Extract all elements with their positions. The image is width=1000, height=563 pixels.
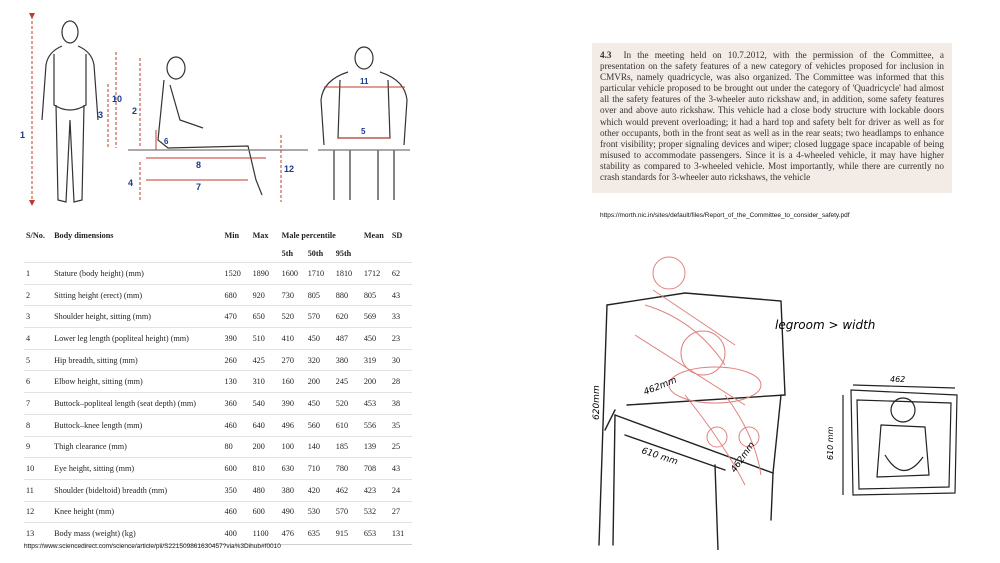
table-cell: 510 <box>251 328 280 350</box>
table-cell: 460 <box>223 501 251 523</box>
table-cell: 131 <box>390 523 412 545</box>
table-cell-dimension: Lower leg length (popliteal height) (mm) <box>52 328 222 350</box>
table-cell: 920 <box>251 284 280 306</box>
table-cell: 805 <box>362 284 390 306</box>
table-cell: 13 <box>24 523 52 545</box>
table-cell: 43 <box>390 284 412 306</box>
table-row <box>24 523 412 545</box>
table-cell: 640 <box>251 414 280 436</box>
table-source-url: https://www.sciencedirect.com/science/article/pii/S221509861630457?via%3Dihub#f0010 <box>24 543 281 550</box>
table-cell: 24 <box>390 479 412 501</box>
table-cell: 5 <box>24 349 52 371</box>
table-cell: 8 <box>24 414 52 436</box>
table-cell: 1712 <box>362 263 390 285</box>
table-cell: 200 <box>251 436 280 458</box>
table-cell: 490 <box>280 501 306 523</box>
table-cell: 1890 <box>251 263 280 285</box>
table-row <box>24 306 412 328</box>
table-cell: 520 <box>280 306 306 328</box>
header-percentile: Male percentile <box>281 230 336 240</box>
table-cell: 23 <box>390 328 412 350</box>
table-cell-dimension: Shoulder (bideltoid) breadth (mm) <box>52 479 222 501</box>
dim-label-3: 3 <box>98 110 104 120</box>
dim-label-2: 2 <box>132 106 138 116</box>
table-row <box>24 349 412 371</box>
front-figure <box>318 47 410 200</box>
table-cell: 708 <box>362 458 390 480</box>
table-cell: 470 <box>223 306 251 328</box>
table-cell: 310 <box>251 371 280 393</box>
table-row <box>24 328 412 350</box>
dim-right-top-462: 462 <box>890 375 906 384</box>
chair-frame-sketch <box>599 293 785 550</box>
table-cell: 680 <box>223 284 251 306</box>
table-cell: 35 <box>390 414 412 436</box>
table-cell: 460 <box>223 414 251 436</box>
header-body: Body dimensions <box>54 230 114 240</box>
dim-label-12: 12 <box>284 164 295 174</box>
table-cell: 43 <box>390 458 412 480</box>
table-cell: 185 <box>334 436 362 458</box>
table-cell: 380 <box>334 349 362 371</box>
table-cell: 9 <box>24 436 52 458</box>
table-cell: 780 <box>334 458 362 480</box>
table-header-row <box>24 225 412 245</box>
table-cell-dimension: Sitting height (erect) (mm) <box>52 284 222 306</box>
table-cell: 319 <box>362 349 390 371</box>
table-cell-dimension: Shoulder height, sitting (mm) <box>52 306 222 328</box>
table-cell: 1710 <box>306 263 334 285</box>
dim-label-8: 8 <box>196 160 202 170</box>
table-cell: 28 <box>390 371 412 393</box>
table-cell: 1 <box>24 263 52 285</box>
header-sd: SD <box>391 230 403 240</box>
table-row <box>24 284 412 306</box>
dim-label-11: 11 <box>360 77 369 86</box>
table-cell: 453 <box>362 393 390 415</box>
header-max: Max <box>252 230 269 240</box>
table-cell: 390 <box>223 328 251 350</box>
table-cell: 80 <box>223 436 251 458</box>
table-cell: 1600 <box>280 263 306 285</box>
table-cell: 450 <box>306 328 334 350</box>
report-section-number: 4.3 <box>600 50 612 60</box>
table-cell-dimension: Stature (body height) (mm) <box>52 263 222 285</box>
table-cell-dimension: Eye height, sitting (mm) <box>52 458 222 480</box>
table-cell: 556 <box>362 414 390 436</box>
table-row <box>24 501 412 523</box>
table-cell: 25 <box>390 436 412 458</box>
table-cell: 570 <box>334 501 362 523</box>
table-cell: 400 <box>223 523 251 545</box>
table-row <box>24 371 412 393</box>
seated-figure <box>128 57 308 195</box>
table-cell: 130 <box>223 371 251 393</box>
table-cell: 710 <box>306 458 334 480</box>
table-cell-dimension: Thigh clearance (mm) <box>52 436 222 458</box>
table-cell: 560 <box>306 414 334 436</box>
small-chair-sketch <box>843 385 957 495</box>
table-cell: 2 <box>24 284 52 306</box>
header-min: Min <box>224 230 240 240</box>
table-cell-dimension: Hip breadth, sitting (mm) <box>52 349 222 371</box>
table-row <box>24 263 412 285</box>
table-cell: 320 <box>306 349 334 371</box>
chair-sketch <box>585 245 990 550</box>
dim-right-side-610: 610 mm <box>826 426 835 460</box>
header-p95: 95th <box>335 249 352 258</box>
table-cell: 520 <box>334 393 362 415</box>
table-cell: 27 <box>390 501 412 523</box>
table-cell: 487 <box>334 328 362 350</box>
table-cell: 30 <box>390 349 412 371</box>
table-cell: 1520 <box>223 263 251 285</box>
table-cell: 476 <box>280 523 306 545</box>
table-cell: 496 <box>280 414 306 436</box>
dim-label-1: 1 <box>20 130 26 140</box>
table-cell: 810 <box>251 458 280 480</box>
table-cell: 480 <box>251 479 280 501</box>
table-cell: 200 <box>306 371 334 393</box>
dim-label-10: 10 <box>112 94 123 104</box>
dim-label-5: 5 <box>361 127 366 136</box>
header-p50: 50th <box>307 249 324 258</box>
table-cell: 1810 <box>334 263 362 285</box>
table-cell: 270 <box>280 349 306 371</box>
table-cell: 730 <box>280 284 306 306</box>
table-cell: 6 <box>24 371 52 393</box>
table-cell: 620 <box>334 306 362 328</box>
table-cell: 139 <box>362 436 390 458</box>
table-cell: 423 <box>362 479 390 501</box>
header-sno: S/No. <box>26 230 45 240</box>
standing-figure <box>42 21 98 202</box>
table-cell: 62 <box>390 263 412 285</box>
dim-side-462: 462mm <box>729 440 758 475</box>
table-cell: 140 <box>306 436 334 458</box>
anthropometric-figure <box>18 10 418 215</box>
table-cell: 650 <box>251 306 280 328</box>
table-cell: 410 <box>280 328 306 350</box>
table-cell: 380 <box>280 479 306 501</box>
table-cell: 530 <box>306 501 334 523</box>
table-cell: 390 <box>280 393 306 415</box>
table-cell: 4 <box>24 328 52 350</box>
table-cell: 610 <box>334 414 362 436</box>
table-cell: 1100 <box>251 523 280 545</box>
table-cell: 38 <box>390 393 412 415</box>
header-mean: Mean <box>363 230 384 240</box>
table-cell-dimension: Body mass (weight) (kg) <box>52 523 222 545</box>
table-row <box>24 458 412 480</box>
table-cell: 12 <box>24 501 52 523</box>
table-row <box>24 393 412 415</box>
table-cell: 653 <box>362 523 390 545</box>
dim-height-620: 620mm <box>592 385 602 420</box>
table-cell: 11 <box>24 479 52 501</box>
table-cell: 600 <box>223 458 251 480</box>
table-cell-dimension: Buttock–knee length (mm) <box>52 414 222 436</box>
dim-label-7: 7 <box>196 182 202 192</box>
table-cell: 450 <box>306 393 334 415</box>
dim-front-610: 610 mm <box>640 446 679 468</box>
table-cell: 462 <box>334 479 362 501</box>
table-cell: 200 <box>362 371 390 393</box>
table-cell: 350 <box>223 479 251 501</box>
table-cell: 160 <box>280 371 306 393</box>
table-cell-dimension: Buttock–popliteal length (seat depth) (mm) <box>52 393 222 415</box>
table-cell: 880 <box>334 284 362 306</box>
table-cell: 260 <box>223 349 251 371</box>
report-source-url: https://morth.nic.in/sites/default/files/Report_of_the_Committee_to_consider_safety.pdf <box>600 212 850 219</box>
table-cell: 805 <box>306 284 334 306</box>
table-cell: 33 <box>390 306 412 328</box>
table-cell: 532 <box>362 501 390 523</box>
table-cell: 635 <box>306 523 334 545</box>
table-cell: 450 <box>362 328 390 350</box>
table-row <box>24 414 412 436</box>
table-cell: 420 <box>306 479 334 501</box>
dim-depth-top-462: 462mm <box>642 375 679 398</box>
table-cell: 7 <box>24 393 52 415</box>
table-cell-dimension: Elbow height, sitting (mm) <box>52 371 222 393</box>
table-row <box>24 436 412 458</box>
table-cell: 540 <box>251 393 280 415</box>
sketch-note-legroom: legroom > width <box>775 318 876 332</box>
dim-label-6: 6 <box>164 137 169 146</box>
dim-label-4: 4 <box>128 178 134 188</box>
table-cell: 570 <box>306 306 334 328</box>
table-cell: 569 <box>362 306 390 328</box>
table-cell: 100 <box>280 436 306 458</box>
table-row <box>24 479 412 501</box>
anthropometric-table <box>24 225 412 545</box>
report-excerpt <box>592 43 952 193</box>
table-cell: 915 <box>334 523 362 545</box>
table-cell: 3 <box>24 306 52 328</box>
table-cell: 10 <box>24 458 52 480</box>
table-subheader-row <box>24 245 412 263</box>
table-cell: 360 <box>223 393 251 415</box>
report-text: In the meeting held on 10.7.2012, with the permission of the Committee, a presentation on the safety features of a new category of vehicles proposed for inclusion in CMVRs, namely quadricycle, was also organized. The Committee was informed that this particular vehicle proposed to be brought out under the category of 'Quadricycle' had almost all the safety features of the 3-wheeler auto rickshaw and, in addition, some safety features over and above auto rickshaw. This vehicle had a close body structure with lockable doors which would prevent overloading; it had a hard top and safety belt for driver as well as for other occupants, both in the front seat as well as in the rear seats; two headlamps to enhance front visibility; proper signaling devices and wiper; closed luggage space incapable of being misused to accommodate passengers. Since it is a 4-wheeled vehicle, it may have higher stability as compared to 3-wheeled vehicle. Most importantly, while there are currently no crash standards for 3-wheeler auto rickshaws, the vehicle <box>600 50 944 183</box>
table-cell: 630 <box>280 458 306 480</box>
table-cell-dimension: Knee height (mm) <box>52 501 222 523</box>
header-p5: 5th <box>281 249 293 258</box>
table-cell: 425 <box>251 349 280 371</box>
table-cell: 245 <box>334 371 362 393</box>
table-cell: 600 <box>251 501 280 523</box>
